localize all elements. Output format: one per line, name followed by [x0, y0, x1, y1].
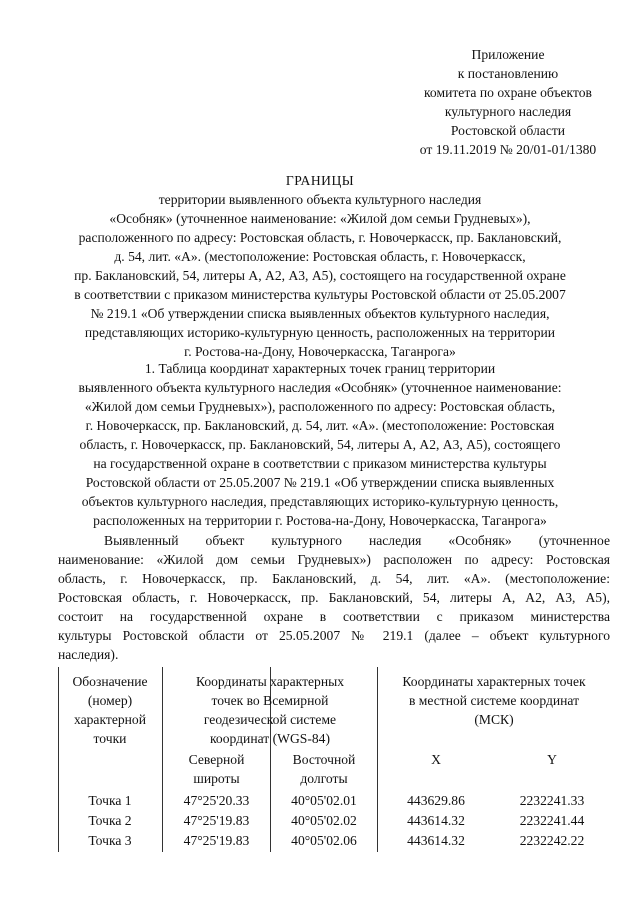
section-line: на государственной охране в соответствии с приказом министерства культуры	[93, 456, 547, 471]
title-line: территории выявленного объекта культурного наследия	[158, 192, 482, 207]
paragraph-line: наследия).	[58, 647, 119, 662]
row2-point: Точка 2	[88, 813, 132, 828]
title-line: г. Ростова-на-Дону, Новочеркасска, Таганрога»	[184, 344, 456, 359]
row1-lon: 40°05'02.01	[291, 793, 357, 808]
title-line: д. 54, лит. «А». (местоположение: Ростовская область, г. Новочеркасск,	[114, 249, 526, 264]
appendix-block	[400, 45, 616, 159]
header-wgs84: Координаты характерных точек во Всемирной геодезической системе координат (WGS-84)	[195, 674, 345, 746]
row3-x: 443614.32	[407, 833, 465, 848]
row2-y: 2232241.44	[519, 813, 585, 828]
paragraph-line: область, г. Новочеркасск, пр. Баклановский, д. 54, лит. «А». (местоположение:	[58, 571, 610, 586]
paragraph-line: Выявленный объект культурного наследия «Особняк» (уточненное	[104, 533, 610, 548]
title-line: в соответствии с приказом министерства культуры Ростовской области от 25.05.2007	[74, 287, 566, 302]
title-heading: ГРАНИЦЫ	[285, 173, 355, 188]
appendix-line: Ростовской области	[450, 123, 566, 138]
row3-lat: 47°25'19.83	[183, 833, 250, 848]
section-line: Ростовской области от 25.05.2007 № 219.1 «Об утверждении списка выявленных	[85, 475, 555, 490]
row2-lat: 47°25'19.83	[183, 813, 250, 828]
coordinates-table	[58, 667, 610, 852]
subheader-longitude: Восточной долготы	[292, 752, 356, 786]
row1-point: Точка 1	[88, 793, 132, 808]
subheader-x: X	[431, 752, 441, 767]
appendix-line: к постановлению	[457, 66, 559, 81]
section-line: 1. Таблица координат характерных точек границ территории	[144, 361, 496, 376]
title-line: № 219.1 «Об утверждении списка выявленных объектов культурного наследия,	[90, 306, 550, 321]
row1-x: 443629.86	[407, 793, 465, 808]
row3-y: 2232242.22	[519, 833, 585, 848]
document-title	[40, 171, 600, 361]
paragraph-line: культуры Ростовской области от 25.05.2007 № 219.1 (далее – объект культурного	[58, 628, 610, 643]
title-line: «Особняк» (уточненное наименование: «Жилой дом семьи Грудневых»),	[109, 211, 531, 226]
paragraph-line: наименование: «Жилой дом семьи Грудневых») расположен по адресу: Ростовская	[58, 552, 610, 567]
section-line: объектов культурного наследия, представляющих историко-культурную ценность,	[81, 494, 559, 509]
section-line: выявленного объекта культурного наследия «Особняк» (уточненное наименование:	[78, 380, 562, 395]
section-line: «Жилой дом семьи Грудневых»), расположенного по адресу: Ростовская область,	[84, 399, 556, 414]
appendix-line: Приложение	[471, 47, 545, 62]
section-line: область, г. Новочеркасск, пр. Баклановский, 54, литеры А, А2, А3, А5), состоящего	[79, 437, 561, 452]
paragraph-line: Ростовская область, г. Новочеркасск, пр. Баклановский, 54, литеры А, А2, А3, А5),	[58, 590, 610, 605]
subheader-y: Y	[547, 752, 557, 767]
row1-y: 2232241.33	[519, 793, 585, 808]
appendix-line: культурного наследия	[444, 104, 572, 119]
body-paragraph	[58, 531, 610, 664]
header-msk: Координаты характерных точек в местной системе координат (МСК)	[402, 674, 586, 727]
section-line: расположенных на территории г. Ростова-на-Дону, Новочеркасска, Таганрога»	[93, 513, 547, 528]
row3-point: Точка 3	[88, 833, 132, 848]
title-line: представляющих историко-культурную ценность, расположенных на территории	[84, 325, 556, 340]
row3-lon: 40°05'02.06	[291, 833, 357, 848]
title-line: пр. Баклановский, 54, литеры А, А2, А3, А5), состоящего на государственной охране	[74, 268, 566, 283]
paragraph-line: состоит на государственной охране в соответствии с приказом министерства	[58, 609, 610, 624]
section-heading	[40, 359, 600, 530]
row2-lon: 40°05'02.02	[291, 813, 357, 828]
appendix-line: комитета по охране объектов	[424, 85, 592, 100]
header-point-designation: Обозначение (номер) характерной точки	[72, 674, 148, 746]
subheader-latitude: Северной широты	[188, 752, 245, 786]
row1-lat: 47°25'20.33	[183, 793, 250, 808]
section-line: г. Новочеркасск, пр. Баклановский, д. 54, лит. «А». (местоположение: Ростовская	[85, 418, 555, 433]
title-line: расположенного по адресу: Ростовская область, г. Новочеркасск, пр. Баклановский,	[78, 230, 562, 245]
appendix-line: от 19.11.2019 № 20/01-01/1380	[419, 142, 597, 157]
row2-x: 443614.32	[407, 813, 465, 828]
